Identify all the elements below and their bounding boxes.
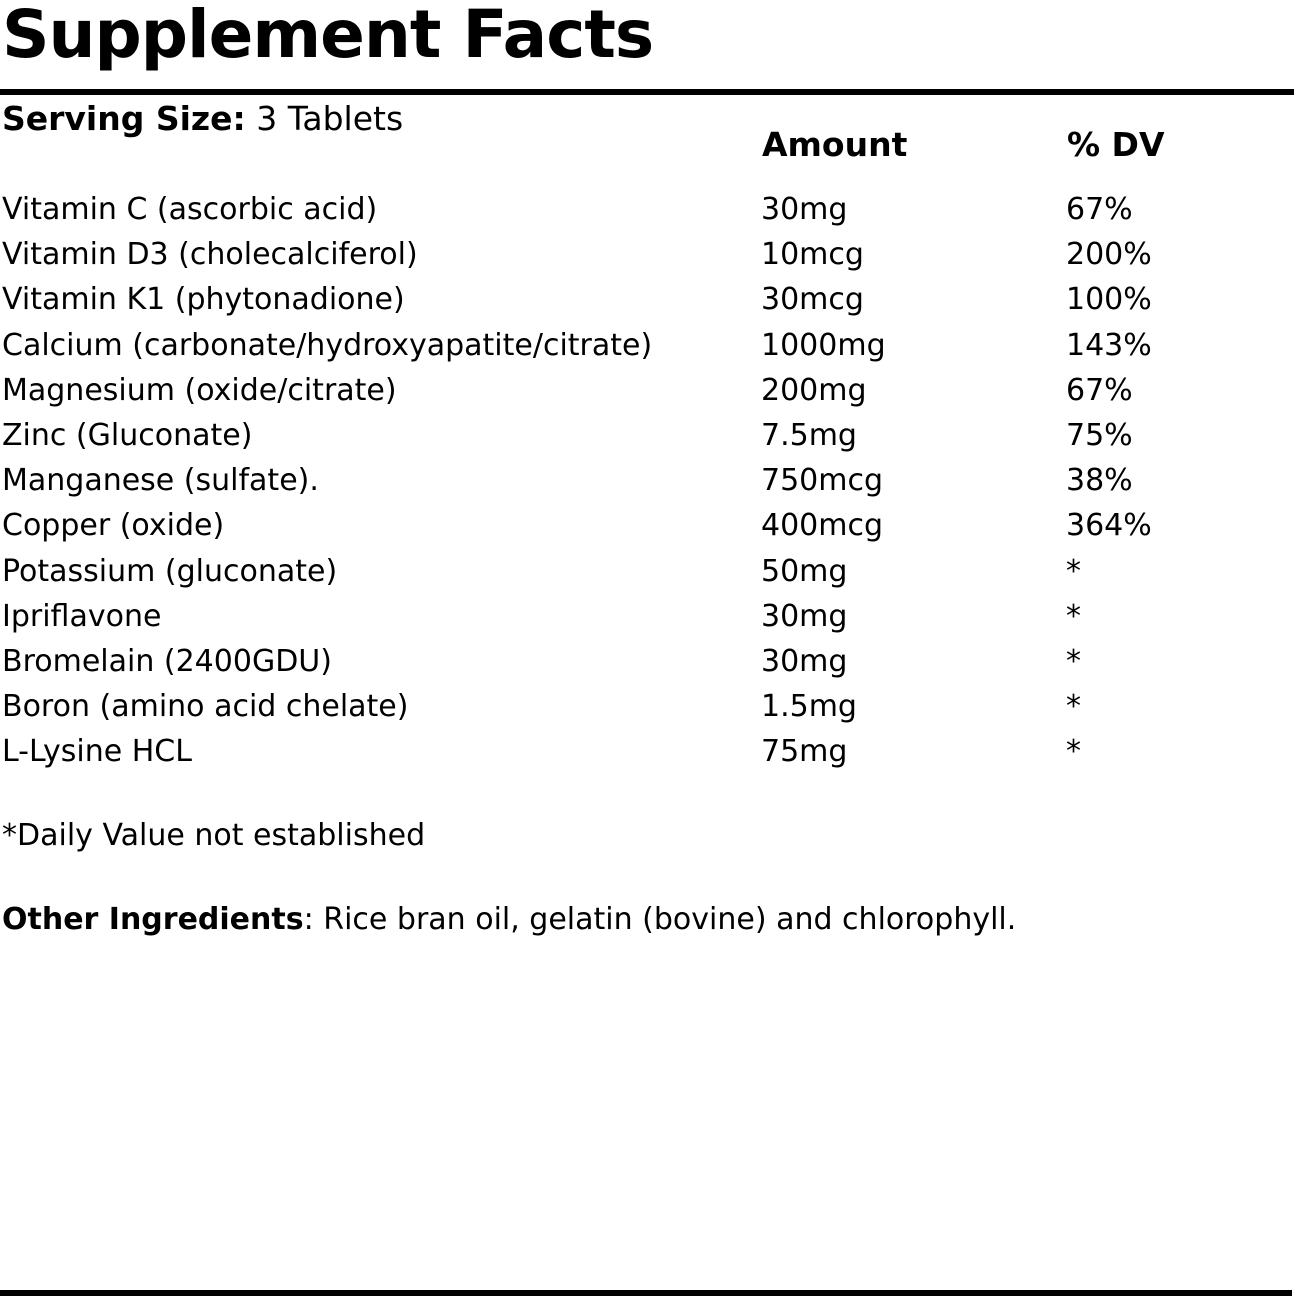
nutrient-amount: 75mg [761, 734, 848, 770]
nutrient-name: Boron (amino acid chelate) [2, 689, 409, 725]
table-row [0, 280, 1300, 325]
nutrient-table [0, 190, 1300, 777]
nutrient-name: Bromelain (2400GDU) [2, 643, 332, 679]
other-ingredients-label: Other Ingredients [2, 902, 304, 937]
nutrient-name: Vitamin C (ascorbic acid) [2, 192, 378, 227]
table-row [0, 552, 1300, 597]
nutrient-amount: 750mcg [761, 463, 884, 499]
bottom-divider [0, 1290, 1292, 1296]
table-row [0, 687, 1300, 732]
nutrient-amount: 30mg [761, 598, 848, 634]
serving-size [2, 100, 403, 138]
other-ingredients [2, 900, 1016, 940]
nutrient-name: Manganese (sulfate). [2, 463, 319, 499]
nutrient-dv: 100% [1066, 282, 1152, 318]
nutrient-dv: 143% [1066, 327, 1152, 363]
nutrient-amount: 200mg [761, 372, 867, 408]
serving-size-label: Serving Size: [2, 99, 246, 138]
amount-column-header: Amount [762, 125, 908, 164]
nutrient-dv: * [1066, 689, 1081, 725]
nutrient-amount: 1.5mg [761, 689, 857, 725]
table-row [0, 597, 1300, 642]
page-title: Supplement Facts [2, 0, 654, 73]
table-row [0, 190, 1300, 235]
nutrient-amount: 10mcg [761, 237, 864, 273]
nutrient-amount: 30mcg [761, 282, 864, 318]
nutrient-dv: 38% [1066, 463, 1133, 499]
nutrient-name: Magnesium (oxide/citrate) [2, 372, 397, 408]
daily-value-footnote: *Daily Value not established [2, 818, 426, 853]
nutrient-dv: 67% [1066, 372, 1133, 408]
serving-size-value: 3 Tablets [245, 99, 404, 138]
nutrient-name: Ipriflavone [2, 598, 162, 634]
table-row [0, 326, 1300, 371]
table-row [0, 506, 1300, 551]
table-row [0, 371, 1300, 416]
nutrient-amount: 400mcg [761, 508, 884, 544]
other-ingredients-text: : Rice bran oil, gelatin (bovine) and chlorophyll. [303, 902, 1017, 937]
nutrient-amount: 30mg [761, 192, 848, 227]
nutrient-name: L-Lysine HCL [2, 734, 192, 770]
nutrient-dv: 75% [1066, 417, 1133, 453]
nutrient-dv: * [1066, 553, 1081, 589]
nutrient-name: Calcium (carbonate/hydroxyapatite/citrate) [2, 327, 653, 363]
nutrient-name: Vitamin D3 (cholecalciferol) [2, 237, 418, 273]
nutrient-dv: 200% [1066, 237, 1152, 273]
nutrient-dv: * [1066, 643, 1081, 679]
table-row [0, 235, 1300, 280]
table-row [0, 732, 1300, 777]
nutrient-dv: 364% [1066, 508, 1152, 544]
dv-column-header: % DV [1067, 125, 1165, 164]
nutrient-amount: 7.5mg [761, 417, 857, 453]
table-row [0, 642, 1300, 687]
top-divider [0, 89, 1294, 95]
table-row [0, 416, 1300, 461]
nutrient-dv: * [1066, 598, 1081, 634]
nutrient-dv: * [1066, 734, 1081, 770]
nutrient-name: Copper (oxide) [2, 508, 225, 544]
nutrient-amount: 50mg [761, 553, 848, 589]
nutrient-name: Zinc (Gluconate) [2, 417, 253, 453]
nutrient-name: Potassium (gluconate) [2, 553, 338, 589]
nutrient-dv: 67% [1066, 192, 1133, 227]
table-row [0, 461, 1300, 506]
nutrient-amount: 30mg [761, 643, 848, 679]
nutrient-name: Vitamin K1 (phytonadione) [2, 282, 405, 318]
nutrient-amount: 1000mg [761, 327, 886, 363]
